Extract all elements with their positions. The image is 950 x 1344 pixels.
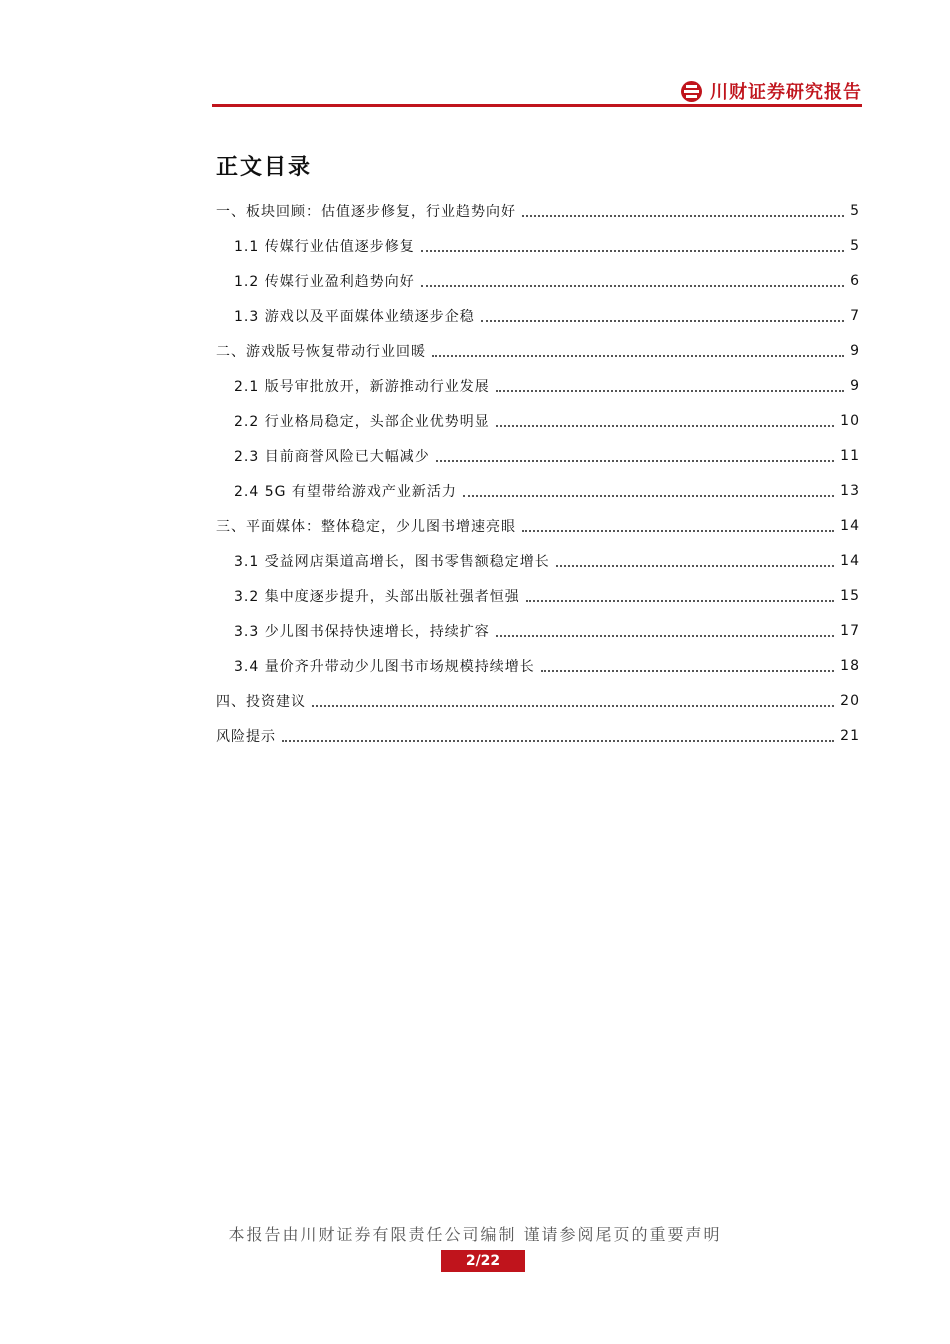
toc-entry-label: 1.1 传媒行业估值逐步修复 xyxy=(234,238,415,255)
toc-entry[interactable] xyxy=(216,193,860,228)
dot-leader xyxy=(526,599,834,602)
dot-leader xyxy=(432,354,844,357)
toc-entry-label: 1.2 传媒行业盈利趋势向好 xyxy=(234,273,415,290)
toc-entry-page: 18 xyxy=(840,657,860,674)
toc-entry[interactable] xyxy=(216,648,860,683)
dot-leader xyxy=(556,564,834,567)
dot-leader xyxy=(421,249,844,252)
toc-entry-page: 17 xyxy=(840,622,860,639)
toc-title: 正文目录 xyxy=(216,154,313,180)
company-logo-icon xyxy=(681,81,702,102)
toc-entry-label: 3.4 量价齐升带动少儿图书市场规模持续增长 xyxy=(234,658,535,675)
toc-entry[interactable] xyxy=(216,508,860,543)
dot-leader xyxy=(436,459,834,462)
footer-disclaimer: 本报告由川财证券有限责任公司编制 谨请参阅尾页的重要声明 xyxy=(228,1225,722,1244)
toc-entry[interactable] xyxy=(216,543,860,578)
brand-name: 川财证券研究报告 xyxy=(710,82,862,103)
header-divider xyxy=(212,104,862,107)
toc-entry-page: 10 xyxy=(840,412,860,429)
toc-entry[interactable] xyxy=(216,228,860,263)
toc-entry[interactable] xyxy=(216,438,860,473)
toc-entry[interactable] xyxy=(216,613,860,648)
toc-entry-label: 四、投资建议 xyxy=(216,693,306,710)
toc-entry[interactable] xyxy=(216,578,860,613)
dot-leader xyxy=(522,214,844,217)
toc-entry-label: 3.1 受益网店渠道高增长，图书零售额稳定增长 xyxy=(234,553,550,570)
toc-entry-page: 14 xyxy=(840,517,860,534)
toc-entry[interactable] xyxy=(216,368,860,403)
toc-entry-label: 3.2 集中度逐步提升，头部出版社强者恒强 xyxy=(234,588,520,605)
toc-entry-label: 一、板块回顾：估值逐步修复，行业趋势向好 xyxy=(216,203,516,220)
toc-entry-label: 2.3 目前商誉风险已大幅减少 xyxy=(234,448,430,465)
toc-entry[interactable] xyxy=(216,718,860,753)
dot-leader xyxy=(496,424,834,427)
toc-entry[interactable] xyxy=(216,403,860,438)
toc-entry-page: 9 xyxy=(850,377,860,394)
toc-entry-page: 13 xyxy=(840,482,860,499)
dot-leader xyxy=(496,634,834,637)
toc-entry-label: 2.1 版号审批放开，新游推动行业发展 xyxy=(234,378,490,395)
table-of-contents xyxy=(216,193,860,753)
page-number-badge: 2/22 xyxy=(441,1250,525,1272)
toc-entry-label: 1.3 游戏以及平面媒体业绩逐步企稳 xyxy=(234,308,475,325)
toc-entry-page: 11 xyxy=(840,447,860,464)
toc-entry-label: 二、游戏版号恢复带动行业回暖 xyxy=(216,343,426,360)
toc-entry-label: 3.3 少儿图书保持快速增长，持续扩容 xyxy=(234,623,490,640)
brand xyxy=(681,78,862,104)
toc-entry-label: 2.2 行业格局稳定，头部企业优势明显 xyxy=(234,413,490,430)
toc-entry-page: 5 xyxy=(850,202,860,219)
toc-entry[interactable] xyxy=(216,683,860,718)
toc-entry[interactable] xyxy=(216,333,860,368)
toc-entry-label: 风险提示 xyxy=(216,728,276,745)
toc-entry-label: 2.4 5G 有望带给游戏产业新活力 xyxy=(234,483,457,500)
dot-leader xyxy=(421,284,844,287)
dot-leader xyxy=(282,739,834,742)
toc-entry-page: 14 xyxy=(840,552,860,569)
toc-entry-page: 20 xyxy=(840,692,860,709)
toc-entry-page: 21 xyxy=(840,727,860,744)
toc-entry-page: 7 xyxy=(850,307,860,324)
dot-leader xyxy=(312,704,834,707)
toc-entry[interactable] xyxy=(216,263,860,298)
toc-entry[interactable] xyxy=(216,473,860,508)
report-header xyxy=(212,70,862,106)
dot-leader xyxy=(481,319,844,322)
toc-entry[interactable] xyxy=(216,298,860,333)
dot-leader xyxy=(541,669,834,672)
toc-entry-page: 5 xyxy=(850,237,860,254)
toc-entry-page: 15 xyxy=(840,587,860,604)
dot-leader xyxy=(463,494,834,497)
toc-entry-page: 9 xyxy=(850,342,860,359)
dot-leader xyxy=(522,529,834,532)
toc-entry-label: 三、平面媒体：整体稳定，少儿图书增速亮眼 xyxy=(216,518,516,535)
toc-entry-page: 6 xyxy=(850,272,860,289)
dot-leader xyxy=(496,389,844,392)
